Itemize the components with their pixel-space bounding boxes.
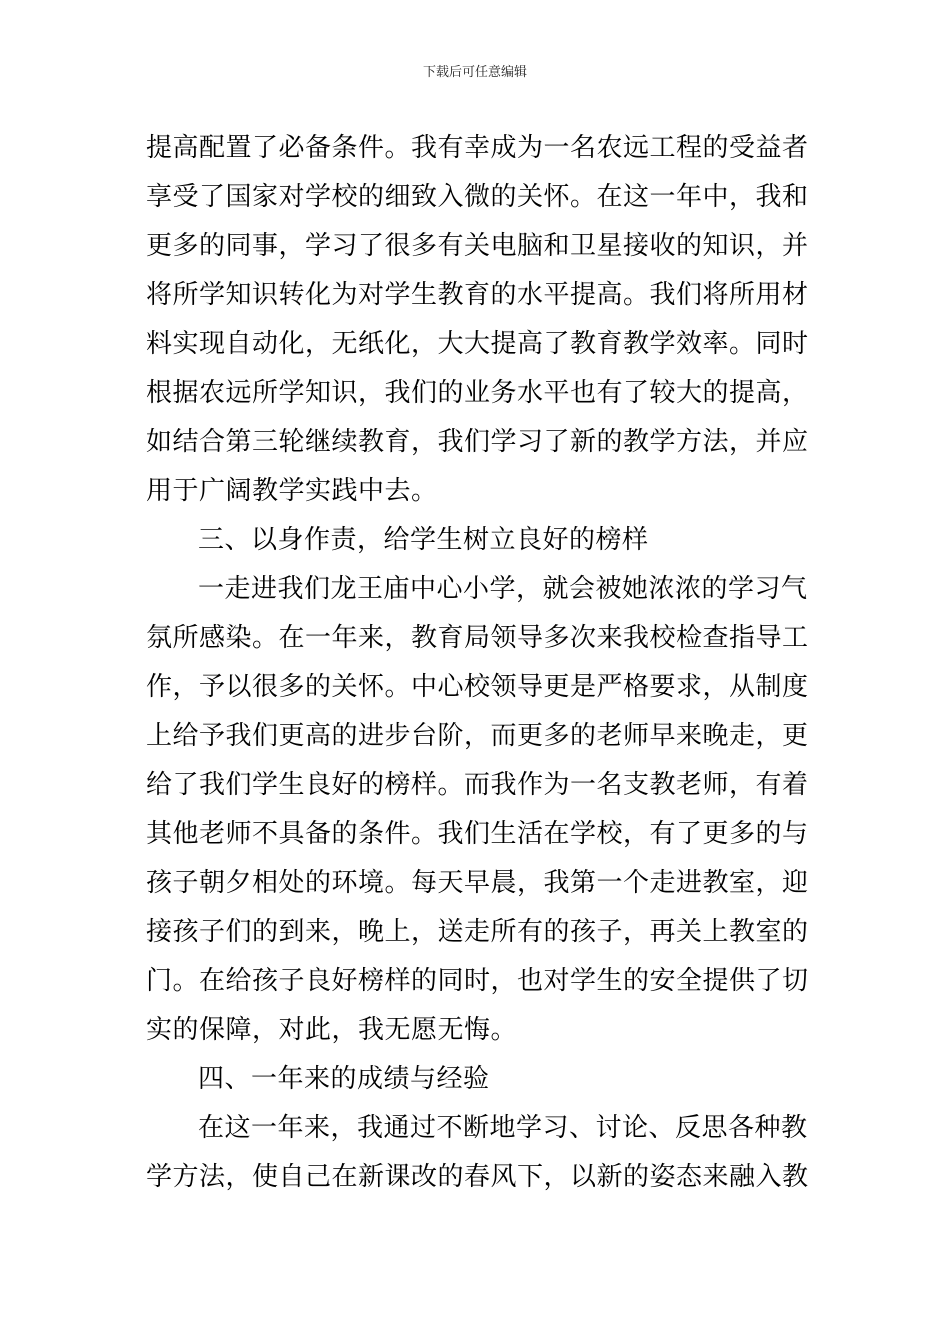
text-line: 给了我们学生良好的榜样。而我作为一名支教老师，有着 xyxy=(146,770,809,800)
section-heading-3: 三、以身作责，给学生树立良好的榜样 xyxy=(198,525,649,555)
text-line: 门。在给孩子良好榜样的同时，也对学生的安全提供了切 xyxy=(146,966,809,996)
document-body xyxy=(146,124,808,1202)
text-line: 氛所感染。在一年来，教育局领导多次来我校检查指导工 xyxy=(146,623,809,653)
text-line: 将所学知识转化为对学生教育的水平提高。我们将所用材 xyxy=(146,280,809,310)
text-line: 在这一年来，我通过不断地学习、讨论、反思各种教 xyxy=(198,1113,808,1143)
text-line: 提高配置了必备条件。我有幸成为一名农远工程的受益者 xyxy=(146,133,809,163)
text-line: 学方法，使自己在新课改的春风下，以新的姿态来融入教 xyxy=(146,1162,809,1192)
text-line: 其他老师不具备的条件。我们生活在学校，有了更多的与 xyxy=(146,819,809,849)
text-line: 接孩子们的到来，晚上，送走所有的孩子，再关上教室的 xyxy=(146,917,809,947)
text-line: 用于广阔教学实践中去。 xyxy=(146,476,438,506)
text-line: 上给予我们更高的进步台阶，而更多的老师早来晚走，更 xyxy=(146,721,809,751)
text-line: 如结合第三轮继续教育，我们学习了新的教学方法，并应 xyxy=(146,427,809,457)
text-line: 享受了国家对学校的细致入微的关怀。在这一年中，我和 xyxy=(146,182,809,212)
text-line: 根据农远所学知识，我们的业务水平也有了较大的提高， xyxy=(146,378,809,408)
page-header: 下载后可任意编辑 xyxy=(422,65,527,80)
text-line: 一走进我们龙王庙中心小学，就会被她浓浓的学习气 xyxy=(198,574,808,604)
text-line: 孩子朝夕相处的环境。每天早晨，我第一个走进教室，迎 xyxy=(146,868,809,898)
text-line: 作，予以很多的关怀。中心校领导更是严格要求，从制度 xyxy=(146,672,809,702)
text-line: 更多的同事，学习了很多有关电脑和卫星接收的知识，并 xyxy=(146,231,809,261)
text-line: 实的保障，对此，我无愿无悔。 xyxy=(146,1015,518,1045)
text-line: 料实现自动化，无纸化，大大提高了教育教学效率。同时 xyxy=(146,329,809,359)
section-heading-4: 四、一年来的成绩与经验 xyxy=(198,1064,490,1094)
